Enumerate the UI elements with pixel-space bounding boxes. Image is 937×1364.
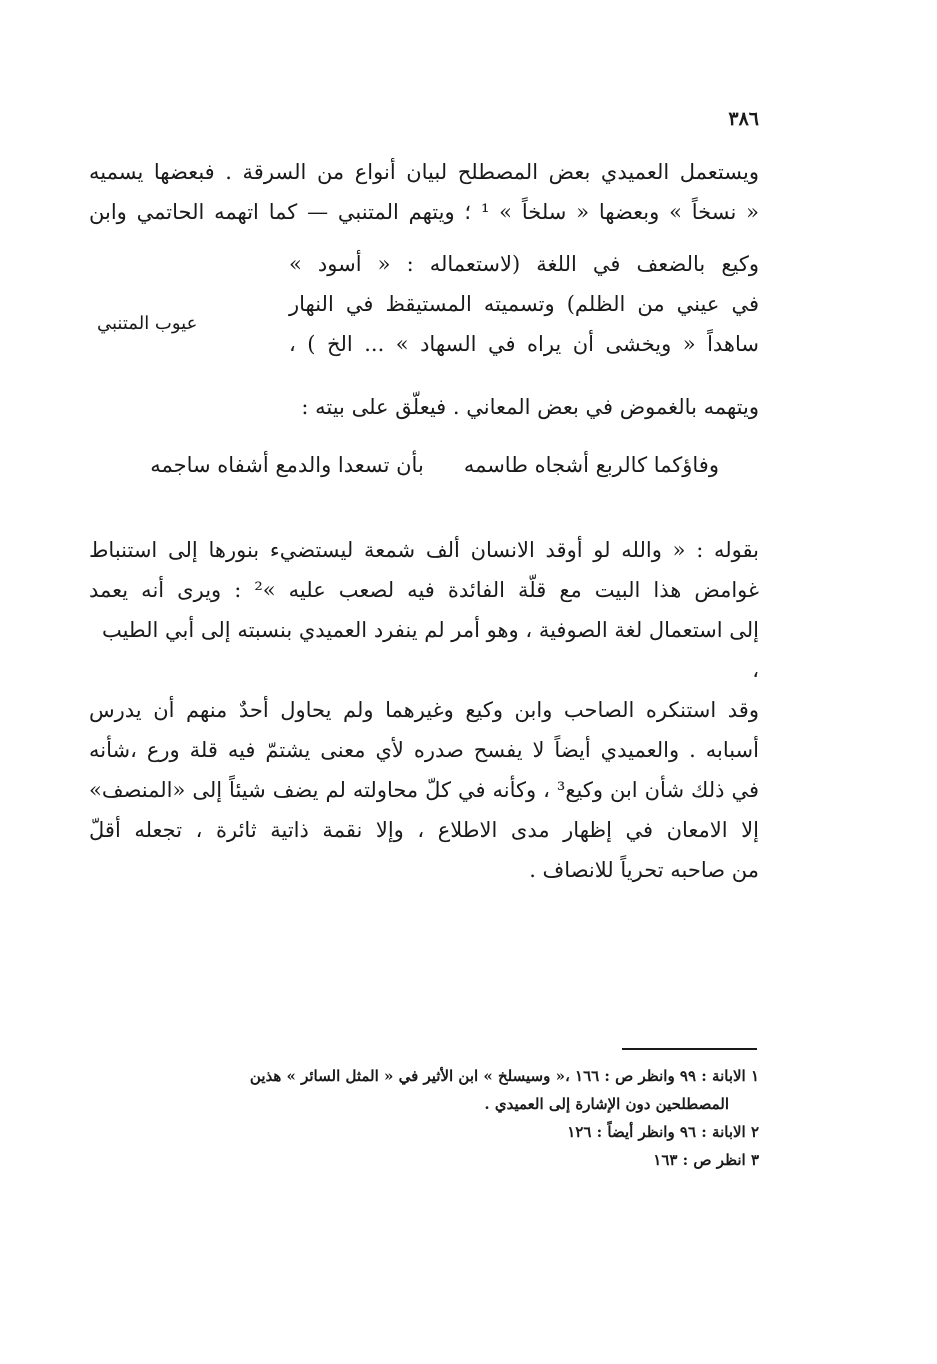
footnote-2: ٢ الابانة : ٩٦ وانظر أيضاً : ١٢٦ — [567, 1123, 759, 1141]
paragraph-line: ساهداً « ويخشى أن يراه في السهاد » ... الخ ) ، — [289, 332, 759, 356]
paragraph-2 — [89, 530, 759, 890]
paragraph-line: « نسخاً » وبعضها « سلخاً » ¹ ؛ ويتهم المتنبي — كما اتهمه الحاتمي وابن — [89, 200, 759, 224]
side-text — [289, 244, 759, 364]
paragraph-line: ويتهمه بالغموض في بعض المعاني . فيعلّق على بيته : — [301, 395, 759, 419]
paragraph-line: في عيني من الظلم) وتسميته المستيقظ في النهار — [289, 292, 759, 316]
paragraph-line: ويستعمل العميدي بعض المصطلح لبيان أنواع من السرقة . فبعضها يسميه — [89, 160, 759, 184]
paragraph-line: في ذلك شأن ابن وكيع³ ، وكأنه في كلّ محاولته لم يضف شيئاً إلى «المنصف» — [89, 778, 759, 802]
footnote-1-continuation: المصطلحين دون الإشارة إلى العميدي . — [484, 1095, 729, 1113]
paragraph-line: إلا الامعان في إظهار مدى الاطلاع ، وإلا نقمة ذاتية ثائرة ، تجعله أقلّ — [89, 818, 759, 842]
footnote-separator — [622, 1048, 757, 1050]
paragraph-line: غوامض هذا البيت مع قلّة الفائدة فيه لصعب عليه »² : ويرى أنه يعمد — [89, 578, 759, 602]
poetry-verse — [150, 453, 719, 477]
footnotes — [89, 1062, 759, 1174]
paragraph-1-end — [89, 387, 759, 427]
verse-first-hemistich: وفاؤكما كالربع أشجاه طاسمه — [463, 453, 719, 477]
paragraph-line: أسبابه . والعميدي أيضاً لا يفسح صدره لأي معنى يشتمّ فيه قلة ورع ،شأنه — [89, 738, 759, 762]
paragraph-line: إلى استعمال لغة الصوفية ، وهو أمر لم ينفرد العميدي بنسبته إلى أبي الطيب ، — [101, 618, 759, 682]
paragraph-1 — [89, 152, 759, 232]
paragraph-line: بقوله : « والله لو أوقد الانسان ألف شمعة ليستضيء بنورها إلى استنباط — [89, 538, 759, 562]
paragraph-line: وقد استنكره الصاحب وابن وكيع وغيرهما ولم يحاول أحدٌ منهم أن يدرس — [89, 698, 759, 722]
verse-second-hemistich: بأن تسعدا والدمع أشفاه ساجمه — [150, 453, 424, 477]
footnote-3: ٣ انظر ص : ١٦٣ — [653, 1151, 759, 1169]
footnote-1: ١ الابانة : ٩٩ وانظر ص : ١٦٦ ،« وسيسلخ » ابن الأثير في « المثل السائر » هذين — [249, 1067, 759, 1085]
margin-note: عيوب المتنبي — [97, 313, 198, 334]
page-number: ٣٨٦ — [728, 108, 759, 130]
paragraph-line: وكيع بالضعف في اللغة (لاستعماله : « أسود » — [289, 252, 759, 276]
paragraph-line: من صاحبه تحرياً للانصاف . — [529, 858, 759, 882]
paragraph-1-side-block — [89, 244, 759, 364]
